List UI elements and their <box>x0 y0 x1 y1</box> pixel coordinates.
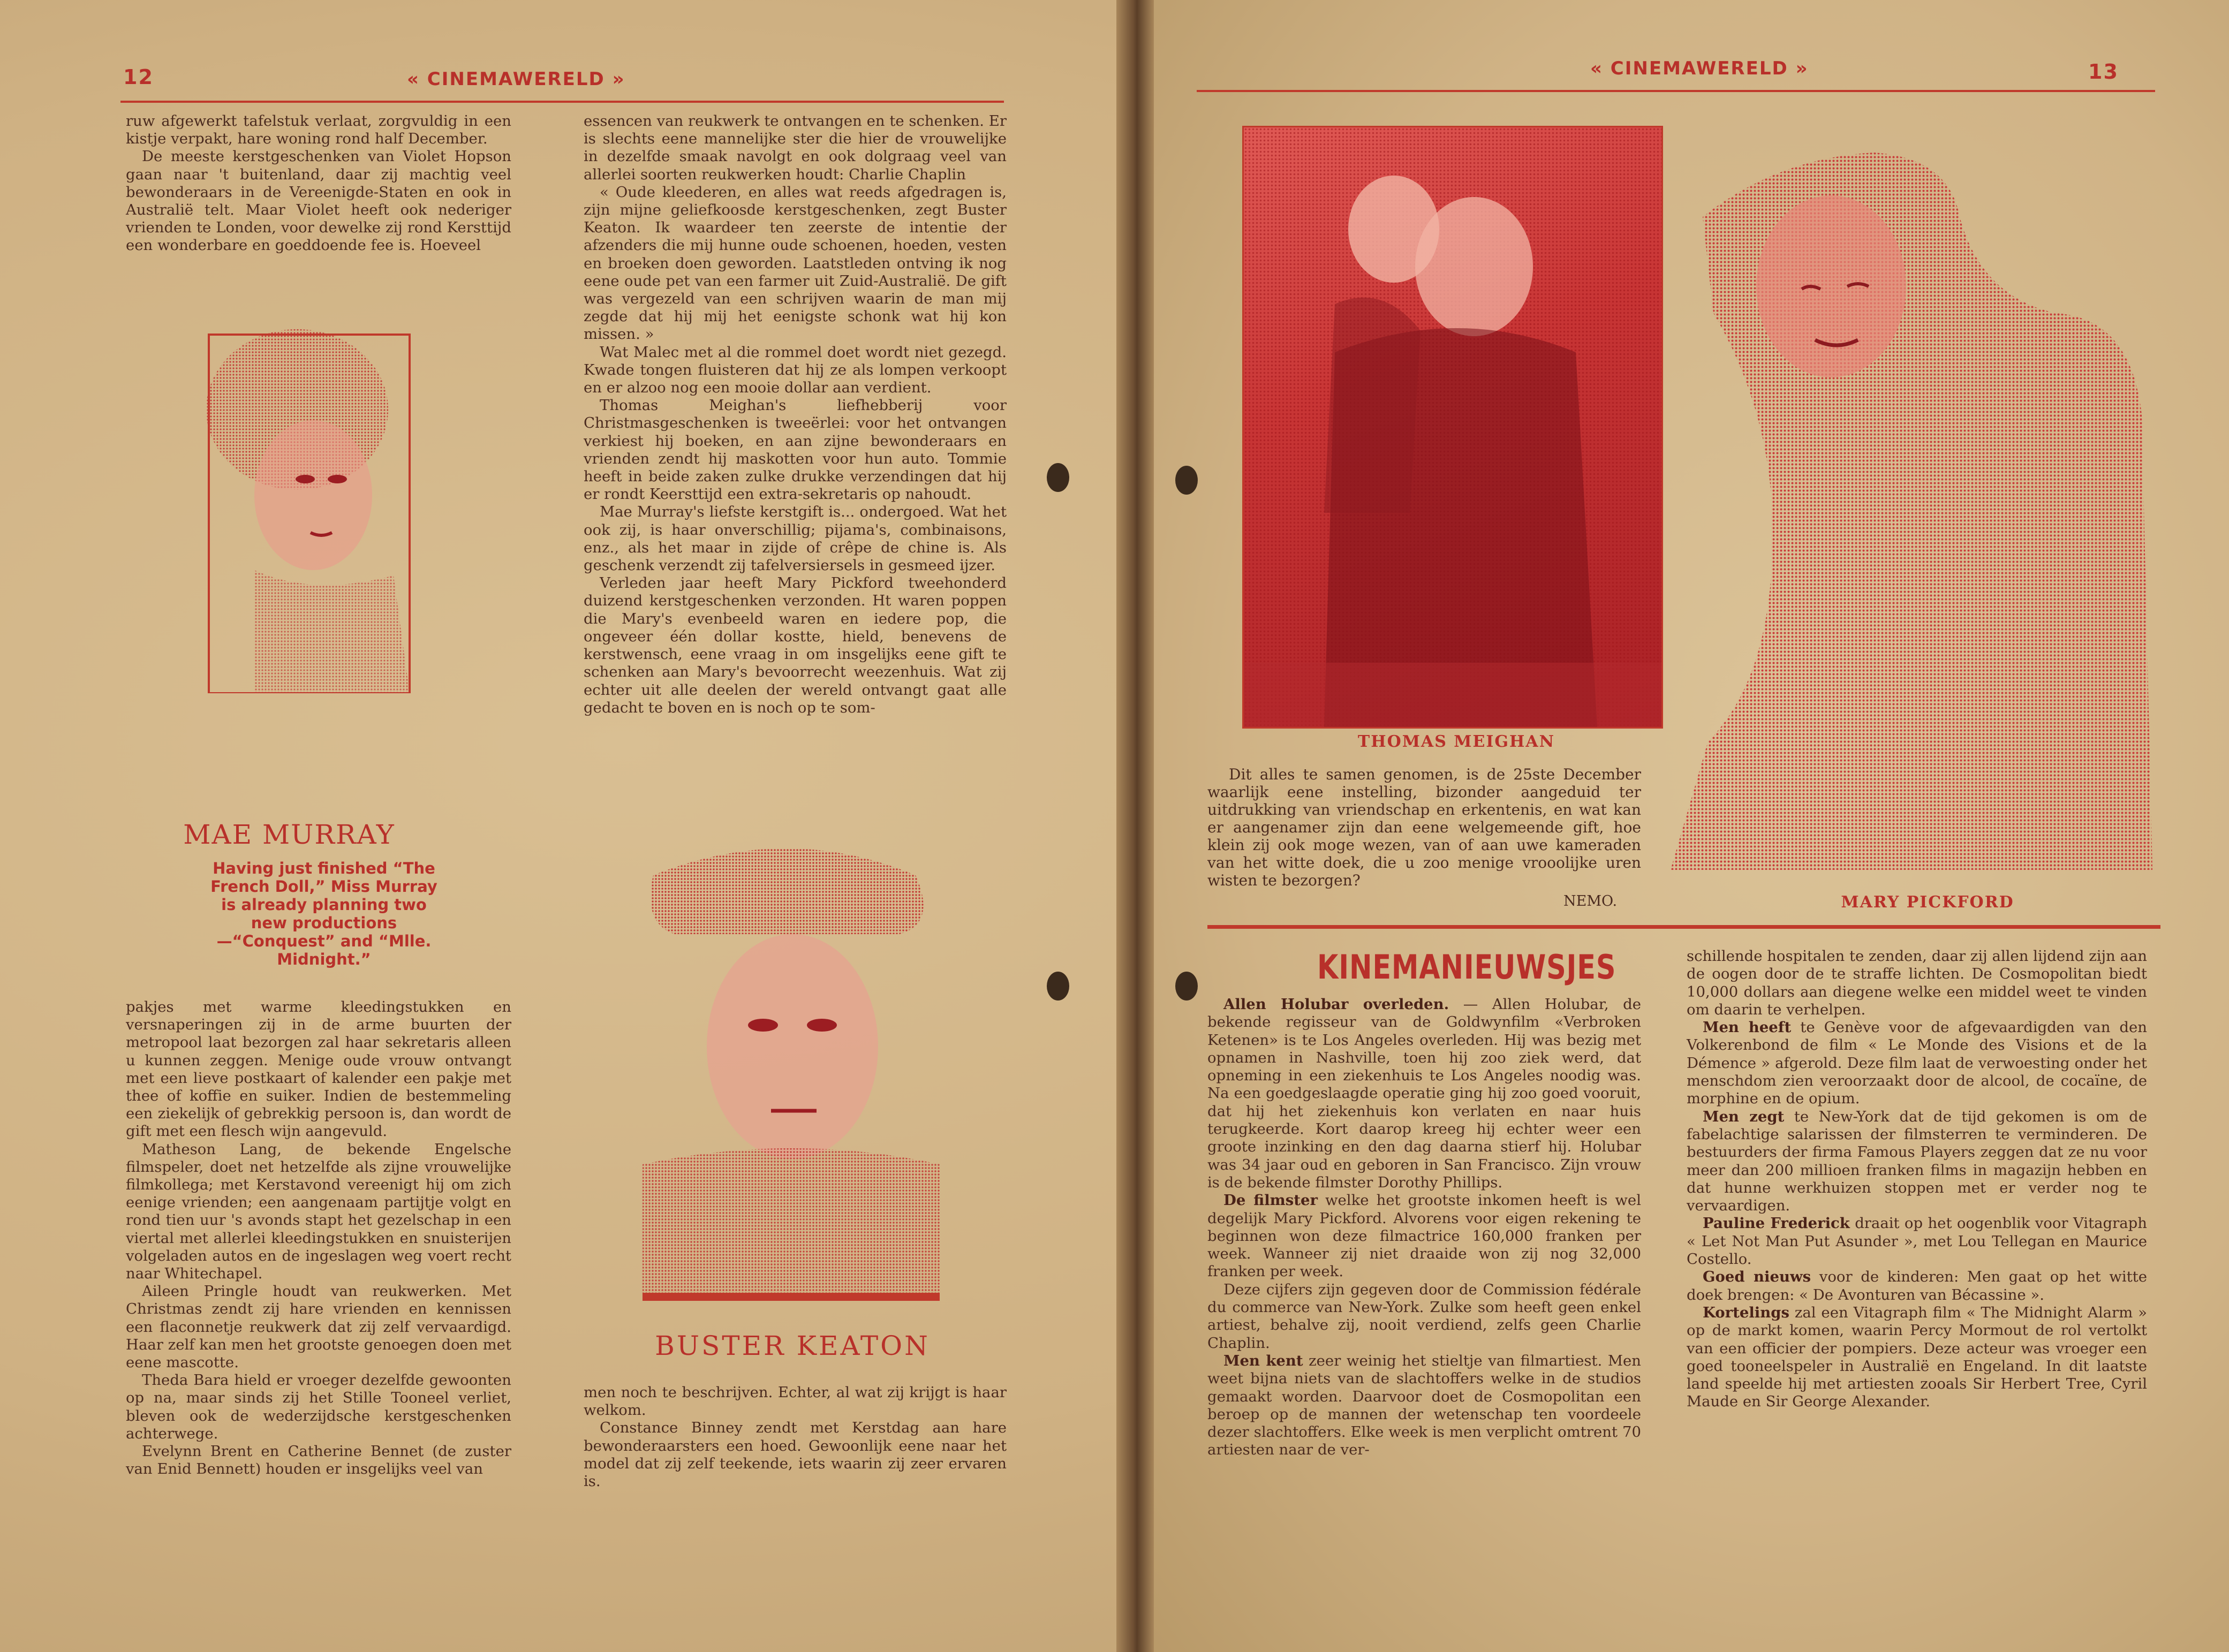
paragraph: essencen van reukwerk te ontvangen en te schenken. Er is slechts eene mannelijke ster die hier de vrouwelijke in dezelfde smaak navolgt en ook dolgraag veel van allerlei soorten reukwerken houdt: Charlie Chaplin <box>584 112 1007 183</box>
news-item <box>1207 996 1641 1192</box>
news-col2 <box>1687 948 2147 1411</box>
running-head-right: « CINEMAWERELD » <box>1590 58 1809 79</box>
page-number-left: 12 <box>123 65 154 89</box>
news-lead: Pauline Frederick <box>1703 1215 1850 1232</box>
paragraph: ruw afgewerkt tafelstuk verlaat, zorgvuldig in een kistje verpakt, hare woning rond half December. <box>126 112 511 148</box>
paragraph: Theda Bara hield er vroeger dezelfde gewoonten op na, maar sinds zij het Stille Tooneel verliet, bleven ook de wederzijdsche kerstgeschenken achterwege. <box>126 1371 511 1442</box>
news-item <box>1687 1304 2147 1411</box>
paragraph: Thomas Meighan's liefhebberij voor Christmasgeschenken is tweeërlei: voor het ontvangen verkiest hij boeken, en aan zijne bewonderaars en vrienden zendt hij maskotten voor hun auto. Tommie heeft in beide zaken zulke drukke verzendingen dat hij er rondt Keersttijd een extra-sekretaris op nahoudt. <box>584 397 1007 503</box>
left-col1-bottom <box>126 998 511 1478</box>
paragraph: Matheson Lang, de bekende Engelsche filmspeler, doet net hetzelfde als zijne vrouwelijke filmkollega; met Kerstavond vereenigt hij om zich eenige vrienden; een aangenaam partijtje volgt en rond tien uur 's avonds stapt het gezelschap in een viertal met allerlei kleedingstukken en snuisterijen volgeladen autos en de ingeslagen weg voert recht naar Whitechapel. <box>126 1140 511 1283</box>
paragraph: Wat Malec met al die rommel doet wordt niet gezegd. Kwade tongen fluisteren dat hij ze als lompen verkoopt en er alzoo nog een mooie dollar aan verdient. <box>584 343 1007 397</box>
news-lead: Kortelings <box>1703 1304 1789 1321</box>
running-head-left: « CINEMAWERELD » <box>407 69 625 90</box>
news-col1 <box>1207 996 1641 1459</box>
punch-hole <box>1047 463 1069 492</box>
left-col1-top <box>126 112 511 255</box>
buster-keaton-caption: BUSTER KEATON <box>655 1330 930 1361</box>
news-item <box>1687 1108 2147 1215</box>
buster-keaton-photo <box>632 832 948 1320</box>
mae-murray-subcaption: Having just finished “The French Doll,” Miss Murray is already planning two new productions—“Conquest” and “Mlle. Midnight.” <box>210 859 437 968</box>
mae-murray-caption: MAE MURRAY <box>183 819 395 850</box>
paragraph: Constance Binney zendt met Kerstdag aan hare bewonderaarsters een hoed. Gewoonlijk eene naar het model dat zij zelf teekende, iets waarin zij zeer ervaren is. <box>584 1419 1007 1490</box>
mary-pickford-caption: MARY PICKFORD <box>1841 893 2014 912</box>
paragraph: Dit alles te samen genomen, is de 25ste December waarlijk eene instelling, bizonder aangeduid ter uitdrukking van vriendschap en erkentenis, en wat kan er aangenamer zijn dan eene welgemeende gift, hoe klein zij ook moge wezen, van of aan uwe kameraden van het witte doek, die u zoo menige vrooolijke uren wisten te bezorgen? <box>1207 766 1641 889</box>
signature: NEMO. <box>1563 893 1618 910</box>
news-lead: Goed nieuws <box>1703 1268 1811 1286</box>
mae-murray-illustration <box>190 319 415 693</box>
paragraph: Aileen Pringle houdt van reukwerken. Met Christmas zendt zij hare vrienden en kennissen een flaconnetje reukwerk dat zij zelf vervaardigd. Haar zelf kan men het grootste genoegen doen met eene mascotte. <box>126 1283 511 1371</box>
news-item <box>1207 1281 1641 1352</box>
mae-murray-photo <box>190 319 415 693</box>
news-text: voor de kinderen: Men gaat op het witte doek brengen: « De Avonturen van Bécassine ». <box>1687 1268 2148 1304</box>
news-text: zeer weinig het stieltje van filmartiest. Men weet bijna niets van de slachtoffers welke in de studios gemaakt worden. Daarvoor doet de Cosmopolitan een beroep op de mannen der wetenschap ten voordeele dezer slachtoffers. Elke week is men verplicht omtrent 70 artiesten naar de ver- <box>1207 1352 1641 1459</box>
thomas-meighan-illustration <box>1244 127 1661 727</box>
news-title: KINEMANIEUWSJES <box>1317 948 1616 987</box>
buster-keaton-illustration <box>632 832 948 1320</box>
left-col2-bottom <box>584 1384 1007 1490</box>
news-text: zal een Vitagraph film « The Midnight Alarm » op de markt komen, waarin Percy Mormout de rol vertolkt van een officier der pompiers. Deze acteur was vroeger een goed tooneelspeler in Australië en Engeland. In dit laatste land speelde hij met artiesten zooals Sir Herbert Tree, Cyril Maude en Sir George Alexander. <box>1687 1304 2147 1411</box>
mary-pickford-photo <box>1671 137 2163 870</box>
paragraph: men noch te beschrijven. Echter, al wat zij krijgt is haar welkom. <box>584 1384 1007 1419</box>
news-text: welke het grootste inkomen heeft is wel degelijk Mary Pickford. Alvorens voor eigen rekening te beginnen won deze filmactrice 160,000 franken per week. Wanneer zij niet draaide won zij nog 32,000 franken per week. <box>1207 1192 1641 1280</box>
news-text: draait op het oogenblik voor Vitagraph « Let Not Man Put Asunder », met Lou Tellegan en Maurice Costello. <box>1687 1215 2148 1268</box>
news-item <box>1687 1215 2147 1268</box>
news-item <box>1687 948 2147 1019</box>
paragraph: Evelynn Brent en Catherine Bennet (de zuster van Enid Bennett) houden er insgelijks veel van <box>126 1443 511 1478</box>
paragraph: Verleden jaar heeft Mary Pickford tweehonderd duizend kerstgeschenken verzonden. Ht waren poppen die Mary's evenbeeld waren en iedere pop, die ongeveer één dollar kostte, hield, benevens de kerstwensch, eene vraag in om insgelijks eene gift te schenken aan Mary's bevoorrecht weezenhuis. Wat zij echter uit alle deelen der wereld ontvangt gaat alle gedacht te boven en is noch op te som- <box>584 574 1007 716</box>
gutter <box>1116 0 1154 1652</box>
news-item <box>1207 1352 1641 1459</box>
header-rule-left <box>120 101 1004 103</box>
punch-hole <box>1175 466 1198 495</box>
news-item <box>1207 1192 1641 1280</box>
news-item <box>1687 1268 2147 1304</box>
header-rule-right <box>1197 90 2155 92</box>
left-col2-top <box>584 112 1007 717</box>
news-text: schillende hospitalen te zenden, daar zij allen lijdend zijn aan de oogen door de te straffe lichten. De Cosmopolitan biedt 10,000 dollars aan diegene welke een middel weet te vinden om daarin te verhelpen. <box>1687 948 2147 1018</box>
section-rule <box>1207 925 2160 929</box>
page-number-right: 13 <box>2088 60 2119 84</box>
news-lead: Men heeft <box>1703 1019 1792 1036</box>
news-text: te Genève voor de afgevaardigden van den Volkerenbond de film « Le Monde des Visions et de la Démence » afgerold. Deze film laat de verwoesting onder het menschdom zien veroorzaakt door de alcool, de cocaïne, de morphine en de opium. <box>1687 1019 2147 1108</box>
punch-hole <box>1175 972 1198 1001</box>
thomas-meighan-photo <box>1242 126 1663 729</box>
paragraph: De meeste kerstgeschenken van Violet Hopson gaan naar 't buitenland, daar zij machtig veel bewonderaars in de Vereenigde-Staten en ook in Australië telt. Maar Violet heeft ook nederiger vrienden te Londen, voor dewelke zij rond Kersttijd een wonderbare en goeddoende fee is. Hoeveel <box>126 148 511 254</box>
paragraph: Mae Murray's liefste kerstgift is... ondergoed. Wat het ook zij, is haar onverschillig; pijama's, combinaisons, enz., als het maar in zijde of crêpe de chine is. Als geschenk verzendt zij tafelversiersels in gesmeed ijzer. <box>584 503 1007 574</box>
news-text: Deze cijfers zijn gegeven door de Commission fédérale du commerce van New-York. Zulke som heeft geen enkel artiest, behalve zij, nooit verdiend, zelfs geen Charlie Chaplin. <box>1207 1280 1641 1352</box>
news-lead: Men kent <box>1223 1352 1303 1369</box>
news-text: — Allen Holubar, de bekende regisseur van de Goldwynfilm «Verbroken Ketenen» is te Los Angeles overleden. Hij was bezig met opnamen in Nashville, toen hij zoo ziek werd, dat opneming in een ziekenhuis te Los Angeles noodig was. Na een goedgeslaagde operatie ging hij zoo goed vooruit, dat hij het ziekenhuis kon verlaten en naar huis terugkeerde. Kort daarop kreeg hij echter weer een groote inzinking en den dag daarna stierf hij. Holubar was 34 jaar oud en geboren in San Francisco. Zijn vrouw is de bekende filmster Dorothy Phillips. <box>1207 996 1641 1191</box>
news-lead: Allen Holubar overleden. <box>1223 996 1449 1013</box>
paragraph: « Oude kleederen, en alles wat reeds afgedragen is, zijn mijne geliefkoosde kerstgeschenken, zegt Buster Keaton. Ik waardeer ten zeerste de intentie der afzenders die mij hunne oude schoenen, hoeden, vesten en broeken doen geworden. Laatstleden ontving ik nog eene oude pet van een farmer uit Zuid-Australië. De gift was vergezeld van een schrijven waarin de man mij zegde dat hij mij het eenigste schonk wat hij kon missen. » <box>584 183 1007 343</box>
news-lead: Men zegt <box>1703 1108 1785 1125</box>
mary-pickford-illustration <box>1671 137 2163 870</box>
news-lead: De filmster <box>1223 1192 1318 1209</box>
news-item <box>1687 1019 2147 1108</box>
closing-paragraph <box>1207 766 1641 889</box>
punch-hole <box>1047 972 1069 1001</box>
paragraph: pakjes met warme kleedingstukken en versnaperingen zij in de arme buurten der metropool laat bezorgen zal haar sekretaris alleen u kunnen zeggen. Menige oude vrouw ontvangt met een lieve postkaart of kalender een pakje met thee of koffie en suiker. Indien de bestemmeling een ziekelijk of gebrekkig persoon is, dan wordt de gift met een flesch wijn aangevuld. <box>126 998 511 1140</box>
thomas-meighan-caption: THOMAS MEIGHAN <box>1357 732 1555 751</box>
news-text: te New-York dat de tijd gekomen is om de fabelachtige salarissen der filmsterren te verminderen. De bestuurders der firma Famous Players zeggen dat ze nu voor meer dan 200 millioen franken films in magazijn hebben en dat hunne werkhuizen stoppen met er verder nog te vervaardigen. <box>1687 1108 2147 1215</box>
